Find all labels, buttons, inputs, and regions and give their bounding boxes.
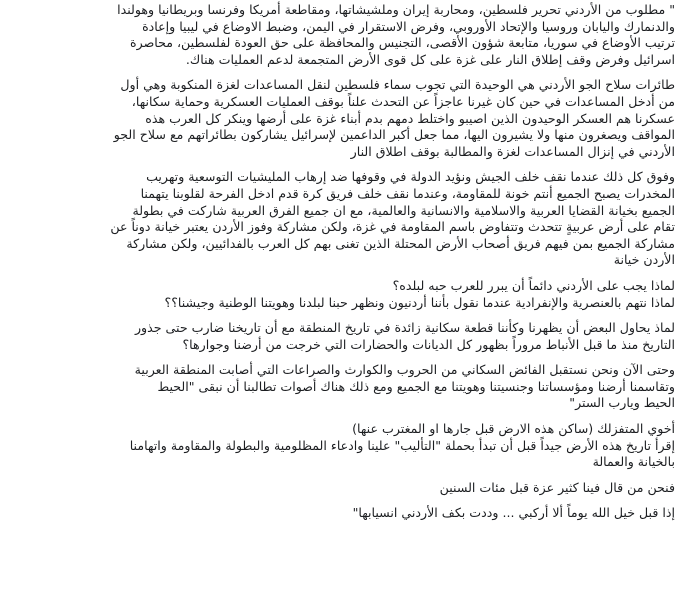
text-line: وحتى الآن ونحن نستقبل الفائض السكاني من الحروب والكوارث والصراعات التي أصابت المنطقة العربية [134, 362, 675, 378]
text-line: إقرأ تاريخ هذه الأرض جيداً قبل أن تبدأ بحملة "التأليب" علينا وادعاء المظلومية والبطولة والمقاومة واتهامنا [129, 437, 675, 453]
text-line: عسكرنا هم العسكر الوحيدون الذين اصيبو واختلط دمهم بدم أبناء غزة على أرضها وينكر كل العرب هذه [145, 110, 675, 126]
paragraph-questions [6, 278, 675, 311]
text-line: " مطلوب من الأردني تحرير فلسطين، ومحاربة إيران وملشيشاتها، ومقاطعة أمريكا وفرنسا وبريطانيا وهولندا [117, 2, 675, 17]
text-line: الحيط ويارب الستر" [569, 395, 675, 411]
text-line: ترتيب الأوضاع في سوريا، متابعة شؤون الأقصى، التجنيس والمحافظة على حق العودة لفلسطين، محاصرة [130, 35, 675, 51]
text-line: أخوي المتفزلك (ساكن هذه الارض قبل جارها او المغترب عنها) [352, 421, 675, 437]
text-line: والدنمارك واليابان وروسيا والإتحاد الأوروبي، وفرض الاستقرار في اليمن، وضبط الاوضاع في ليبيا وإعادة [142, 18, 675, 34]
paragraph-demands [6, 2, 675, 68]
text-line: لماذا نتهم بالعنصرية والإنفرادية عندما نقول بأننا أردنيون ونظهر حبنا لبلدنا وهويتنا الوطنية وجيشنا؟؟ [164, 294, 675, 310]
post-body [6, 2, 675, 531]
text-line: وفوق كل ذلك عندما نقف خلف الجيش ونؤيد الدولة في وقوفها ضد إرهاب المليشيات التوسعية وتهريب [146, 169, 675, 185]
paragraph-kuthayyir [6, 480, 675, 497]
text-line: اسرائيل وفرض وقف إطلاق النار على غزة على كل قوى الأرض المتجمعة لدعم العمليات هناك. [185, 51, 675, 67]
text-line: لماذا يجب على الأردني دائماً أن يبرر للعرب حبه لبلده؟ [392, 277, 675, 293]
paragraph-history [6, 320, 675, 353]
text-line: التاريخ منذ ما قبل الأنباط مروراً بظهور كل الديانات والحضارات التي خرجت من أرضنا وجوارها؟ [182, 336, 675, 352]
text-line: الجميع بخيانة القضايا العربية والاسلامية والانسانية والعالمية، مع ان جميع الفرق العربية شاركت في بطولة [132, 202, 675, 218]
text-line: وتقاسمنا أرضنا ومؤسساتنا وجنسيتنا وهويتنا مع الجميع ومع ذلك هناك أصوات تطالبنا أن نبقى "الحيط [157, 378, 675, 394]
text-line: طائرات سلاح الجو الأردني هي الوحيدة التي تجوب سماء فلسطين لنقل المساعدات لغزة المنكوبة وهي أول [120, 77, 675, 93]
text-line: فنحن من قال فينا كثير عزة قبل مئات السنين [439, 479, 675, 495]
paragraph-poem [6, 505, 675, 522]
text-line: مشاركة الجميع بمن فيهم فريق أصحاب الأرض المحتلة الذين تغنى بهم كل العرب بالفدائيين، ولكن مشاركة [126, 235, 675, 251]
text-line: إذا قبل خيل الله يوماً ألا أركبي ... وددت بكف الأردني انسيابها" [352, 505, 675, 521]
text-line: المواقف ويصغرون منها ولا يشيرون اليها، مما جعل أكبر الداعمين لإسرائيل يشاركون بطائراتهم مع سلاح الجو [113, 127, 675, 143]
paragraph-army-support [6, 169, 675, 269]
text-line: تقام على أرض عربيةٍ تتحدث وتتفاوض باسم المقاومة في غزة، ولكن مشاركة وفوز الأردن يعتبر خيانة دوناً عن [110, 219, 675, 235]
text-line: الأردني في إنزال المساعدات لغزة والمطالبة بوقف اطلاق النار [350, 143, 675, 159]
paragraph-air-force [6, 77, 675, 160]
text-line: لماذ يحاول البعض أن يظهرنا وكأننا قطعة سكانية زائدة في تاريخ المنطقة مع أن تاريخنا ضارب حتى جذور [134, 320, 675, 336]
paragraph-address [6, 421, 675, 471]
text-line: المخدرات يصبح الجميع أنتم خونة للمقاومة، وعندما نقف خلف فريق كرة قدم ادخل الفرحة لقلوبنا يتهمنا [140, 185, 675, 201]
text-line: من أدخل المساعدات في حين كان غيرنا عاجزاً عن التحدث علناً بوقف العمليات العسكرية وحماية سكانها، [131, 93, 675, 109]
paragraph-refugees [6, 362, 675, 412]
text-line: بالخيانة والعمالة [592, 454, 675, 470]
text-line: الأردن خيانة [613, 252, 675, 268]
